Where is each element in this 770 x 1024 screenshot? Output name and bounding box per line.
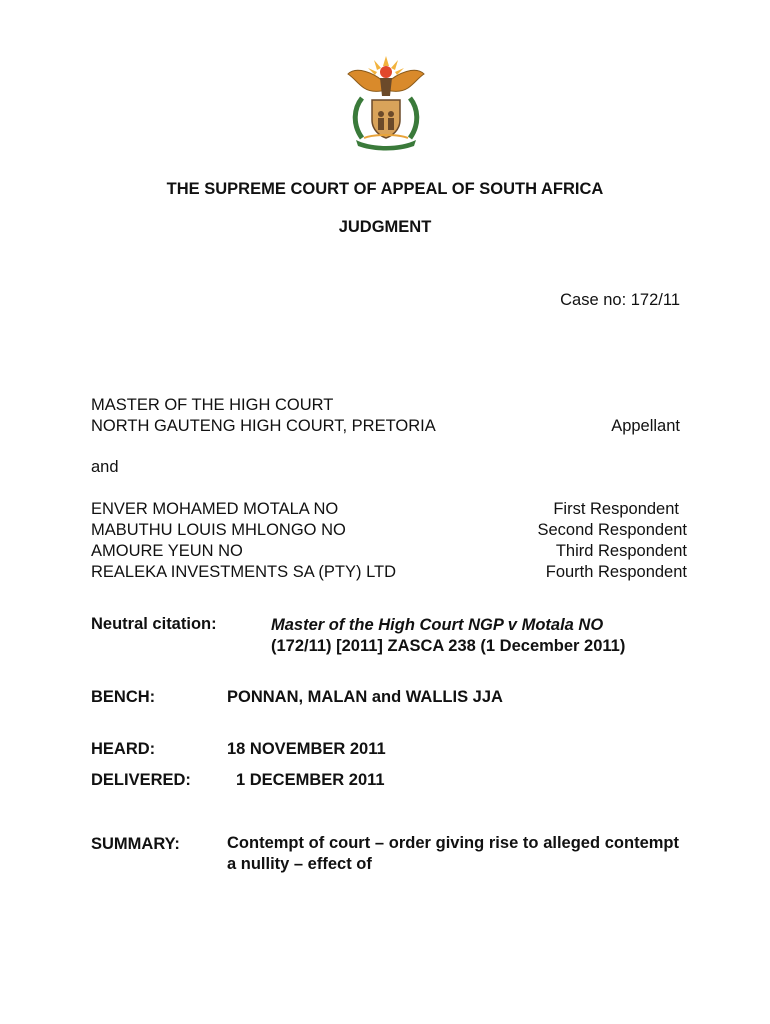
respondent-name-2: MABUTHU LOUIS MHLONGO NO (91, 521, 346, 539)
summary-label: SUMMARY: (91, 835, 180, 853)
bench-value: PONNAN, MALAN and WALLIS JJA (227, 688, 503, 706)
coat-of-arms-icon (344, 54, 428, 152)
connector-and: and (91, 458, 119, 476)
respondent-name-3: AMOURE YEUN NO (91, 542, 243, 560)
delivered-label: DELIVERED: (91, 771, 191, 789)
heard-value: 18 NOVEMBER 2011 (227, 740, 386, 758)
case-number: Case no: 172/11 (560, 291, 680, 309)
respondent-role-1: First Respondent (553, 500, 679, 518)
respondent-role-3: Third Respondent (555, 542, 687, 560)
document-type: JUDGMENT (338, 218, 432, 236)
appellant-line-2: NORTH GAUTENG HIGH COURT, PRETORIA (91, 417, 436, 435)
appellant-line-1: MASTER OF THE HIGH COURT (91, 396, 334, 414)
respondent-name-4: REALEKA INVESTMENTS SA (PTY) LTD (91, 563, 397, 581)
summary-text: Contempt of court – order giving rise to alleged contempt a nullity – effect of (227, 834, 679, 873)
delivered-value: 1 DECEMBER 2011 (236, 771, 385, 789)
appellant-role: Appellant (611, 417, 680, 435)
respondent-name-1: ENVER MOHAMED MOTALA NO (91, 500, 339, 518)
bench-label: BENCH: (91, 688, 156, 706)
heard-label: HEARD: (91, 740, 156, 758)
respondent-role-2: Second Respondent (537, 521, 687, 539)
citation-reference: (172/11) [2011] ZASCA 238 (1 December 2011) (271, 637, 626, 655)
citation-case-name: Master of the High Court NGP v Motala NO (271, 616, 604, 634)
respondent-role-4: Fourth Respondent (545, 563, 687, 581)
court-title: THE SUPREME COURT OF APPEAL OF SOUTH AFRICA (166, 180, 604, 198)
citation-label: Neutral citation: (91, 615, 217, 633)
